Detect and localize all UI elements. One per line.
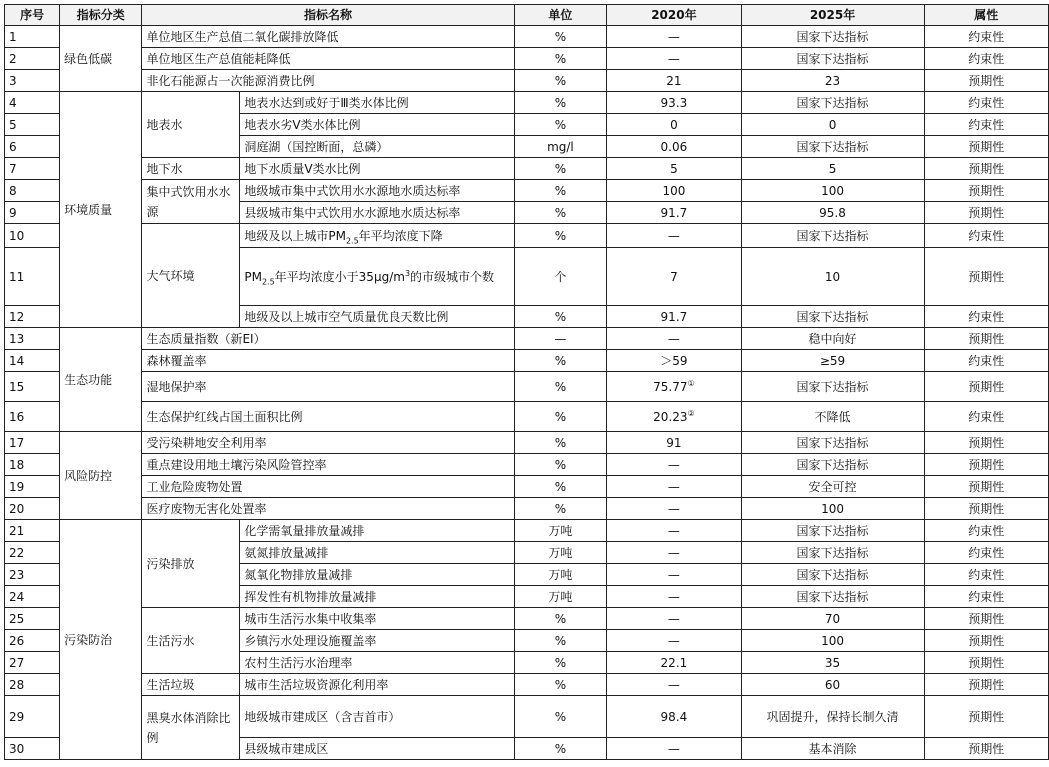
value-2025: ≥59 <box>741 350 924 372</box>
table-row <box>5 328 1049 350</box>
value-2025: 不降低 <box>741 402 924 432</box>
row-seq: 16 <box>5 402 60 432</box>
attribute-cell: 约束性 <box>924 402 1048 432</box>
indicator-name: 森林覆盖率 <box>142 350 514 372</box>
value-2025: 国家下达指标 <box>741 454 924 476</box>
attribute-cell: 预期性 <box>924 454 1048 476</box>
unit-cell: % <box>514 92 607 114</box>
unit-cell: % <box>514 306 607 328</box>
unit-cell: % <box>514 158 607 180</box>
value-2025: 35 <box>741 652 924 674</box>
category-risk-control: 风险防控 <box>60 432 142 520</box>
row-seq: 9 <box>5 202 60 224</box>
attribute-cell: 约束性 <box>924 350 1048 372</box>
value-2020: 7 <box>607 248 741 306</box>
indicator-name: 重点建设用地土壤污染风险管控率 <box>142 454 514 476</box>
unit-cell: % <box>514 350 607 372</box>
value-2020: — <box>607 48 741 70</box>
attribute-cell: 约束性 <box>924 586 1048 608</box>
indicator-name: 单位地区生产总值二氧化碳排放降低 <box>142 26 514 48</box>
value-2020: ＞59 <box>607 350 741 372</box>
indicator-name: 地级城市集中式饮用水水源地水质达标率 <box>240 180 514 202</box>
header-category: 指标分类 <box>60 5 142 26</box>
attribute-cell: 预期性 <box>924 328 1048 350</box>
unit-cell: % <box>514 696 607 738</box>
value-2025: 5 <box>741 158 924 180</box>
attribute-cell: 预期性 <box>924 630 1048 652</box>
unit-cell: — <box>514 328 607 350</box>
row-seq: 7 <box>5 158 60 180</box>
indicator-name: 地级城市建成区（含吉首市） <box>240 696 514 738</box>
value-2025: 60 <box>741 674 924 696</box>
row-seq: 24 <box>5 586 60 608</box>
row-seq: 23 <box>5 564 60 586</box>
value-2020: 22.1 <box>607 652 741 674</box>
header-2025: 2025年 <box>741 5 924 26</box>
subscript: 2.5 <box>345 235 359 245</box>
subcategory-drinking-water-source: 集中式饮用水水源 <box>142 180 240 224</box>
indicator-name: 地下水质量Ⅴ类水比例 <box>240 158 514 180</box>
value-2025: 国家下达指标 <box>741 542 924 564</box>
indicator-name: 氮氧化物排放量减排 <box>240 564 514 586</box>
row-seq: 28 <box>5 674 60 696</box>
name-part: 年平均浓度小于35μg/m <box>274 269 405 284</box>
unit-cell: % <box>514 224 607 248</box>
attribute-cell: 约束性 <box>924 92 1048 114</box>
unit-cell: 万吨 <box>514 586 607 608</box>
value-2025: 100 <box>741 498 924 520</box>
unit-cell: % <box>514 652 607 674</box>
table-row <box>5 350 1049 372</box>
value-2025: 国家下达指标 <box>741 432 924 454</box>
row-seq: 30 <box>5 738 60 760</box>
unit-cell: 万吨 <box>514 542 607 564</box>
unit-cell: % <box>514 114 607 136</box>
category-ecological-function: 生态功能 <box>60 328 142 432</box>
row-seq: 27 <box>5 652 60 674</box>
attribute-cell: 预期性 <box>924 372 1048 402</box>
superscript: 3 <box>404 268 411 278</box>
row-seq: 29 <box>5 696 60 738</box>
value-2025: 国家下达指标 <box>741 564 924 586</box>
row-seq: 12 <box>5 306 60 328</box>
value-2020: 0.06 <box>607 136 741 158</box>
attribute-cell: 预期性 <box>924 70 1048 92</box>
table-row <box>5 696 1049 738</box>
row-seq: 25 <box>5 608 60 630</box>
value-2025: 国家下达指标 <box>741 26 924 48</box>
subcategory-air-environment: 大气环境 <box>142 224 240 328</box>
value-text: 75.77 <box>653 379 688 394</box>
value-2020: 21 <box>607 70 741 92</box>
subscript: 2.5 <box>261 276 275 286</box>
name-part: PM <box>244 269 262 284</box>
indicator-name: 乡镇污水处理设施覆盖率 <box>240 630 514 652</box>
table-row <box>5 70 1049 92</box>
value-2025: 0 <box>741 114 924 136</box>
indicator-name: 地表水劣Ⅴ类水体比例 <box>240 114 514 136</box>
row-seq: 2 <box>5 48 60 70</box>
name-part: 年平均浓度下降 <box>358 228 443 243</box>
value-2025: 巩固提升，保持长制久清 <box>741 696 924 738</box>
indicator-name: 受污染耕地安全利用率 <box>142 432 514 454</box>
row-seq: 20 <box>5 498 60 520</box>
unit-cell: % <box>514 180 607 202</box>
unit-cell: % <box>514 432 607 454</box>
attribute-cell: 预期性 <box>924 738 1048 760</box>
name-part: 的市级城市个数 <box>410 269 495 284</box>
indicator-name: 县级城市集中式饮用水水源地水质达标率 <box>240 202 514 224</box>
indicator-name: 洞庭湖（国控断面，总磷） <box>240 136 514 158</box>
value-2020: 91.7 <box>607 306 741 328</box>
unit-cell: % <box>514 608 607 630</box>
footnote-marker: ② <box>687 408 695 418</box>
unit-cell: % <box>514 738 607 760</box>
subcategory-groundwater: 地下水 <box>142 158 240 180</box>
unit-cell: % <box>514 402 607 432</box>
value-2020: 91.7 <box>607 202 741 224</box>
attribute-cell: 约束性 <box>924 542 1048 564</box>
indicator-name <box>240 224 514 248</box>
indicator-name: 农村生活污水治理率 <box>240 652 514 674</box>
indicator-table-wrapper <box>4 4 1049 760</box>
attribute-cell: 预期性 <box>924 674 1048 696</box>
row-seq: 22 <box>5 542 60 564</box>
row-seq: 6 <box>5 136 60 158</box>
value-2025: 国家下达指标 <box>741 306 924 328</box>
unit-cell: % <box>514 476 607 498</box>
row-seq: 17 <box>5 432 60 454</box>
row-seq: 8 <box>5 180 60 202</box>
indicator-name: 地表水达到或好于Ⅲ类水体比例 <box>240 92 514 114</box>
value-2020: — <box>607 586 741 608</box>
attribute-cell: 预期性 <box>924 652 1048 674</box>
table-row <box>5 674 1049 696</box>
indicator-name <box>240 248 514 306</box>
attribute-cell: 约束性 <box>924 520 1048 542</box>
value-2020: 93.3 <box>607 92 741 114</box>
attribute-cell: 预期性 <box>924 158 1048 180</box>
value-2020: — <box>607 542 741 564</box>
indicator-table <box>4 4 1049 760</box>
table-row <box>5 92 1049 114</box>
value-2025: 国家下达指标 <box>741 372 924 402</box>
category-green-low-carbon: 绿色低碳 <box>60 26 142 92</box>
footnote-marker: ① <box>687 378 695 388</box>
attribute-cell: 预期性 <box>924 476 1048 498</box>
row-seq: 11 <box>5 248 60 306</box>
unit-cell: 万吨 <box>514 520 607 542</box>
attribute-cell: 预期性 <box>924 696 1048 738</box>
indicator-name: 县级城市建成区 <box>240 738 514 760</box>
subcategory-black-odorous-water: 黑臭水体消除比例 <box>142 696 240 760</box>
row-seq: 19 <box>5 476 60 498</box>
row-seq: 10 <box>5 224 60 248</box>
category-environment-quality: 环境质量 <box>60 92 142 328</box>
indicator-name: 医疗废物无害化处置率 <box>142 498 514 520</box>
value-2020: — <box>607 476 741 498</box>
table-row <box>5 180 1049 202</box>
value-2020: — <box>607 454 741 476</box>
value-2020: 91 <box>607 432 741 454</box>
value-2025: 100 <box>741 630 924 652</box>
indicator-name: 地级及以上城市空气质量优良天数比例 <box>240 306 514 328</box>
value-2020: — <box>607 26 741 48</box>
value-2025: 国家下达指标 <box>741 586 924 608</box>
row-seq: 15 <box>5 372 60 402</box>
value-2020: — <box>607 630 741 652</box>
unit-cell: % <box>514 202 607 224</box>
indicator-name: 挥发性有机物排放量减排 <box>240 586 514 608</box>
value-2020: — <box>607 564 741 586</box>
value-text: 20.23 <box>653 409 688 424</box>
value-2020: — <box>607 224 741 248</box>
table-row <box>5 402 1049 432</box>
unit-cell: 个 <box>514 248 607 306</box>
attribute-cell: 预期性 <box>924 608 1048 630</box>
header-row <box>5 5 1049 26</box>
indicator-name: 湿地保护率 <box>142 372 514 402</box>
value-2020: — <box>607 674 741 696</box>
value-2025: 国家下达指标 <box>741 520 924 542</box>
value-2025: 基本消除 <box>741 738 924 760</box>
table-row <box>5 432 1049 454</box>
name-part: 地级及以上城市PM <box>244 228 346 243</box>
value-2020: — <box>607 608 741 630</box>
subcategory-domestic-sewage: 生活污水 <box>142 608 240 674</box>
unit-cell: % <box>514 674 607 696</box>
row-seq: 3 <box>5 70 60 92</box>
value-2025: 国家下达指标 <box>741 224 924 248</box>
attribute-cell: 预期性 <box>924 498 1048 520</box>
attribute-cell: 约束性 <box>924 26 1048 48</box>
header-unit: 单位 <box>514 5 607 26</box>
attribute-cell: 约束性 <box>924 48 1048 70</box>
header-attribute: 属性 <box>924 5 1048 26</box>
attribute-cell: 预期性 <box>924 202 1048 224</box>
attribute-cell: 预期性 <box>924 432 1048 454</box>
value-2020 <box>607 372 741 402</box>
value-2025: 100 <box>741 180 924 202</box>
attribute-cell: 预期性 <box>924 180 1048 202</box>
value-2025: 安全可控 <box>741 476 924 498</box>
unit-cell: % <box>514 70 607 92</box>
value-2025: 国家下达指标 <box>741 92 924 114</box>
row-seq: 13 <box>5 328 60 350</box>
row-seq: 4 <box>5 92 60 114</box>
attribute-cell: 预期性 <box>924 136 1048 158</box>
subcategory-domestic-waste: 生活垃圾 <box>142 674 240 696</box>
indicator-name: 化学需氧量排放量减排 <box>240 520 514 542</box>
table-row <box>5 48 1049 70</box>
value-2020: 0 <box>607 114 741 136</box>
value-2020: — <box>607 498 741 520</box>
indicator-name: 非化石能源占一次能源消费比例 <box>142 70 514 92</box>
unit-cell: % <box>514 372 607 402</box>
attribute-cell: 约束性 <box>924 306 1048 328</box>
value-2025: 70 <box>741 608 924 630</box>
row-seq: 5 <box>5 114 60 136</box>
value-2020: — <box>607 520 741 542</box>
indicator-name: 工业危险废物处置 <box>142 476 514 498</box>
value-2020: 100 <box>607 180 741 202</box>
header-seq: 序号 <box>5 5 60 26</box>
row-seq: 1 <box>5 26 60 48</box>
subcategory-pollutant-emission: 污染排放 <box>142 520 240 608</box>
indicator-name: 生态保护红线占国土面积比例 <box>142 402 514 432</box>
table-row <box>5 158 1049 180</box>
header-2020: 2020年 <box>607 5 741 26</box>
unit-cell: % <box>514 630 607 652</box>
unit-cell: 万吨 <box>514 564 607 586</box>
value-2025: 23 <box>741 70 924 92</box>
indicator-name: 生态质量指数（新EI） <box>142 328 514 350</box>
value-2025: 稳中向好 <box>741 328 924 350</box>
attribute-cell: 预期性 <box>924 248 1048 306</box>
table-row <box>5 224 1049 248</box>
row-seq: 14 <box>5 350 60 372</box>
row-seq: 21 <box>5 520 60 542</box>
row-seq: 26 <box>5 630 60 652</box>
value-2020: 5 <box>607 158 741 180</box>
indicator-name: 氨氮排放量减排 <box>240 542 514 564</box>
subcategory-surface-water: 地表水 <box>142 92 240 158</box>
unit-cell: % <box>514 26 607 48</box>
unit-cell: % <box>514 454 607 476</box>
value-2025: 95.8 <box>741 202 924 224</box>
table-row <box>5 372 1049 402</box>
unit-cell: mg/l <box>514 136 607 158</box>
unit-cell: % <box>514 48 607 70</box>
row-seq: 18 <box>5 454 60 476</box>
attribute-cell: 约束性 <box>924 114 1048 136</box>
category-pollution-control: 污染防治 <box>60 520 142 760</box>
unit-cell: % <box>514 498 607 520</box>
table-row <box>5 498 1049 520</box>
value-2020 <box>607 402 741 432</box>
table-row <box>5 608 1049 630</box>
value-2020: — <box>607 738 741 760</box>
value-2025: 国家下达指标 <box>741 136 924 158</box>
table-row <box>5 476 1049 498</box>
indicator-name: 单位地区生产总值能耗降低 <box>142 48 514 70</box>
header-name: 指标名称 <box>142 5 514 26</box>
table-row <box>5 520 1049 542</box>
indicator-name: 城市生活污水集中收集率 <box>240 608 514 630</box>
table-row <box>5 454 1049 476</box>
indicator-name: 城市生活垃圾资源化利用率 <box>240 674 514 696</box>
value-2025: 10 <box>741 248 924 306</box>
attribute-cell: 约束性 <box>924 224 1048 248</box>
value-2020: — <box>607 328 741 350</box>
table-row <box>5 26 1049 48</box>
attribute-cell: 约束性 <box>924 564 1048 586</box>
value-2025: 国家下达指标 <box>741 48 924 70</box>
value-2020: 98.4 <box>607 696 741 738</box>
